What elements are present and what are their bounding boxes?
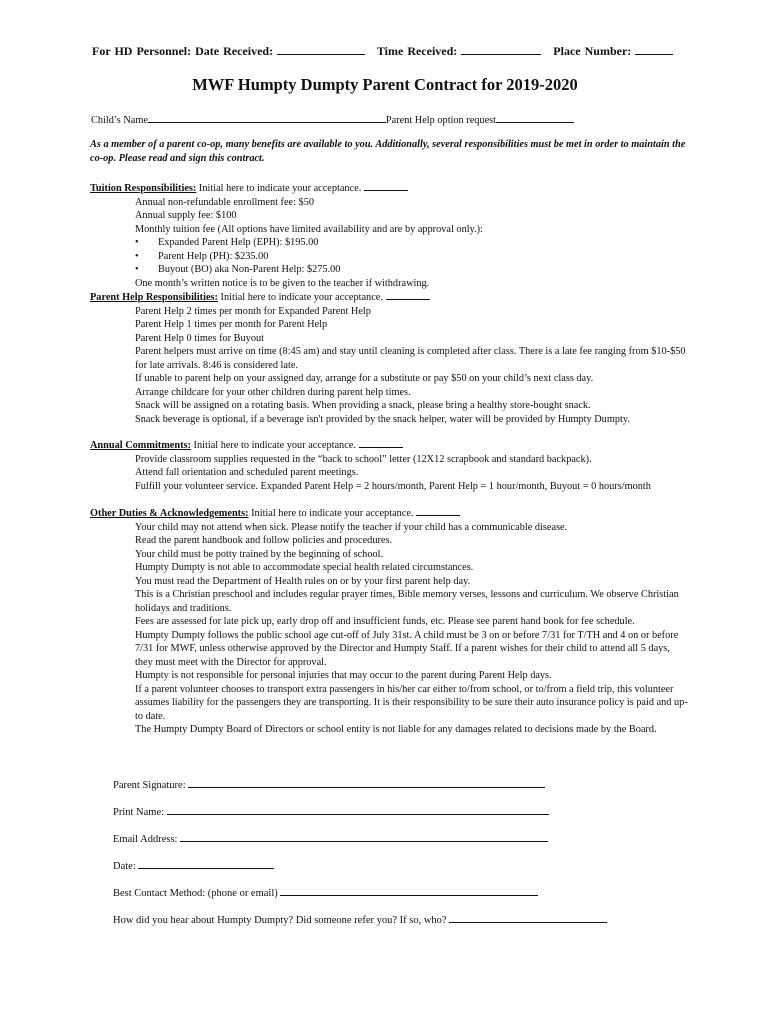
list-item: Arrange childcare for your other children during parent help times. (135, 386, 411, 398)
list-item: Parent helpers must arrive on time (8:45 am) and stay until cleaning is completed after class. There is a late fee ranging from $10-$50 for late arrivals. 8:46 is considered late. (135, 346, 686, 371)
referral-label: How did you hear about Humpty Dumpty? Did someone refer you? If so, who? (113, 915, 447, 926)
bullet-icon: • (135, 250, 139, 262)
date-field[interactable] (138, 858, 274, 869)
list-item: Your child may not attend when sick. Please notify the teacher if your child has a communicable disease. (135, 521, 568, 533)
list-item: Annual supply fee: $100 (135, 210, 237, 221)
email-field[interactable] (180, 831, 548, 842)
hd-personnel-line (92, 44, 673, 59)
parent-help-option-label: Parent Help option request (385, 115, 497, 126)
hd-personnel-label: For HD Personnel: (92, 44, 192, 58)
annual-commitments-section (90, 437, 690, 493)
tuition-heading (90, 180, 690, 196)
date-row (113, 858, 274, 874)
parent-signature-row (113, 777, 545, 793)
bullet-icon: • (135, 264, 139, 275)
other-duties-title: Other Duties & Acknowledgements: (90, 508, 249, 519)
referral-field[interactable] (449, 912, 607, 923)
list-item: Humpty Dumpty follows the public school age cut-off of July 31st. A child must be 3 on or before 7/31 for T/TH and 4 on or before 7/31 for MWF, unless otherwise approved by the Director and Humpty Staff. If a parent wishes for their child to attend all 5 days, they must meet with the Director for approval. (135, 629, 679, 668)
print-name-field[interactable] (167, 804, 549, 815)
other-duties-instruction: Initial here to indicate your acceptance. (251, 508, 414, 519)
list-item: Monthly tuition fee (All options have limited availability and are by approval only.): (135, 223, 483, 235)
list-item: One month’s written notice is to be given to the teacher if withdrawing. (135, 277, 430, 289)
annual-commitments-initial-field[interactable] (359, 437, 403, 448)
list-item: Snack beverage is optional, if a beverage isn't provided by the snack helper, water will be provided by Humpty Dumpty. (135, 413, 630, 425)
date-received-label: Date Received: (195, 44, 274, 58)
list-item: This is a Christian preschool and includes regular prayer times, Bible memory verses, lessons and curriculum. We observe Christian holidays and traditions. (135, 589, 679, 614)
date-label: Date: (113, 861, 136, 872)
other-duties-heading (90, 505, 690, 521)
bullet-text: Parent Help (PH): $235.00 (158, 250, 269, 262)
email-label: Email Address: (113, 834, 178, 845)
time-received-field[interactable] (461, 44, 541, 55)
list-item: Read the parent handbook and follow policies and procedures. (135, 535, 393, 546)
parent-help-instruction: Initial here to indicate your acceptance. (220, 292, 383, 303)
list-item: Attend fall orientation and scheduled parent meetings. (135, 467, 359, 478)
list-item: If a parent volunteer chooses to transport extra passengers in his/her car either to/from school, or to/from a field trip, this volunteer assumes liability for the passengers they are transporting. It is their responsibility to be sure their auto insurance policy is paid and up-to date. (135, 683, 688, 722)
print-name-label: Print Name: (113, 807, 165, 818)
list-item: Humpty is not responsible for personal injuries that may occur to the parent during Parent Help days. (135, 670, 552, 681)
bullet-text: Expanded Parent Help (EPH): $195.00 (158, 237, 319, 248)
parent-help-heading (90, 289, 690, 305)
intro-paragraph: As a member of a parent co-op, many benefits are available to you. Additionally, several responsibilities must be met in order to maintain the co-op. Please read and sign this contract. (90, 139, 686, 164)
parent-signature-label: Parent Signature: (113, 780, 186, 791)
other-duties-items (135, 521, 690, 737)
parent-help-title: Parent Help Responsibilities: (90, 292, 218, 303)
contact-method-label: Best Contact Method: (phone or email) (113, 888, 278, 899)
other-duties-section (90, 505, 690, 737)
email-row (113, 831, 548, 847)
annual-commitments-title: Annual Commitments: (90, 440, 191, 451)
annual-commitments-heading (90, 437, 690, 453)
tuition-items (135, 196, 690, 291)
contact-method-field[interactable] (280, 885, 538, 896)
list-item: Parent Help 1 times per month for Parent Help (135, 319, 328, 330)
parent-help-option-field[interactable] (496, 112, 574, 123)
list-item: Your child must be potty trained by the beginning of school. (135, 548, 384, 560)
date-received-field[interactable] (277, 44, 365, 55)
tuition-instruction: Initial here to indicate your acceptance. (198, 183, 362, 194)
bullet-text: Buyout (BO) aka Non-Parent Help: $275.00 (158, 264, 341, 275)
list-item: Provide classroom supplies requested in the “back to school” letter (12X12 scrapbook and standard backpack). (135, 453, 592, 465)
place-number-label: Place Number: (553, 44, 632, 58)
list-item: Parent Help 0 times for Buyout (135, 332, 264, 344)
contract-title: MWF Humpty Dumpty Parent Contract for 2019-2020 (192, 75, 578, 94)
other-duties-initial-field[interactable] (416, 505, 460, 516)
list-item: Fulfill your volunteer service. Expanded Parent Help = 2 hours/month, Parent Help = 1 hour/month, Buyout = 0 hours/month (135, 480, 651, 492)
child-name-label: Child’s Name (91, 115, 148, 126)
list-item: Snack will be assigned on a rotating basis. When providing a snack, please bring a healthy store-bought snack. (135, 400, 591, 411)
list-item: If unable to parent help on your assigned day, arrange for a substitute or pay $50 on your child’s next class day. (135, 373, 594, 384)
print-name-row (113, 804, 549, 820)
tuition-section (90, 180, 690, 290)
parent-help-section (90, 289, 690, 426)
bullet-item (135, 263, 690, 277)
bullet-item (135, 236, 690, 250)
annual-commitments-instruction: Initial here to indicate your acceptance. (193, 440, 356, 451)
child-name-line (91, 112, 574, 128)
child-name-field[interactable] (148, 112, 386, 123)
parent-help-initial-field[interactable] (386, 289, 430, 300)
parent-help-items (135, 305, 690, 427)
contact-method-row (113, 885, 538, 901)
referral-row (113, 912, 607, 928)
bullet-icon: • (135, 237, 139, 248)
bullet-item (135, 250, 690, 264)
list-item: You must read the Department of Health rules on or by your first parent help day. (135, 575, 471, 587)
list-item: Parent Help 2 times per month for Expanded Parent Help (135, 305, 371, 317)
list-item: Humpty Dumpty is not able to accommodate special health related circumstances. (135, 562, 474, 573)
annual-commitments-items (135, 453, 690, 494)
place-number-field[interactable] (635, 44, 673, 55)
list-item: The Humpty Dumpty Board of Directors or school entity is not liable for any damages related to decisions made by the Board. (135, 724, 657, 735)
time-received-label: Time Received: (376, 44, 458, 58)
list-item: Fees are assessed for late pick up, early drop off and insufficient funds, etc. Please see parent hand book for fee schedule. (135, 616, 635, 627)
list-item: Annual non-refundable enrollment fee: $50 (135, 196, 314, 208)
parent-signature-field[interactable] (188, 777, 545, 788)
tuition-title: Tuition Responsibilities: (90, 183, 197, 194)
tuition-initial-field[interactable] (364, 180, 408, 191)
